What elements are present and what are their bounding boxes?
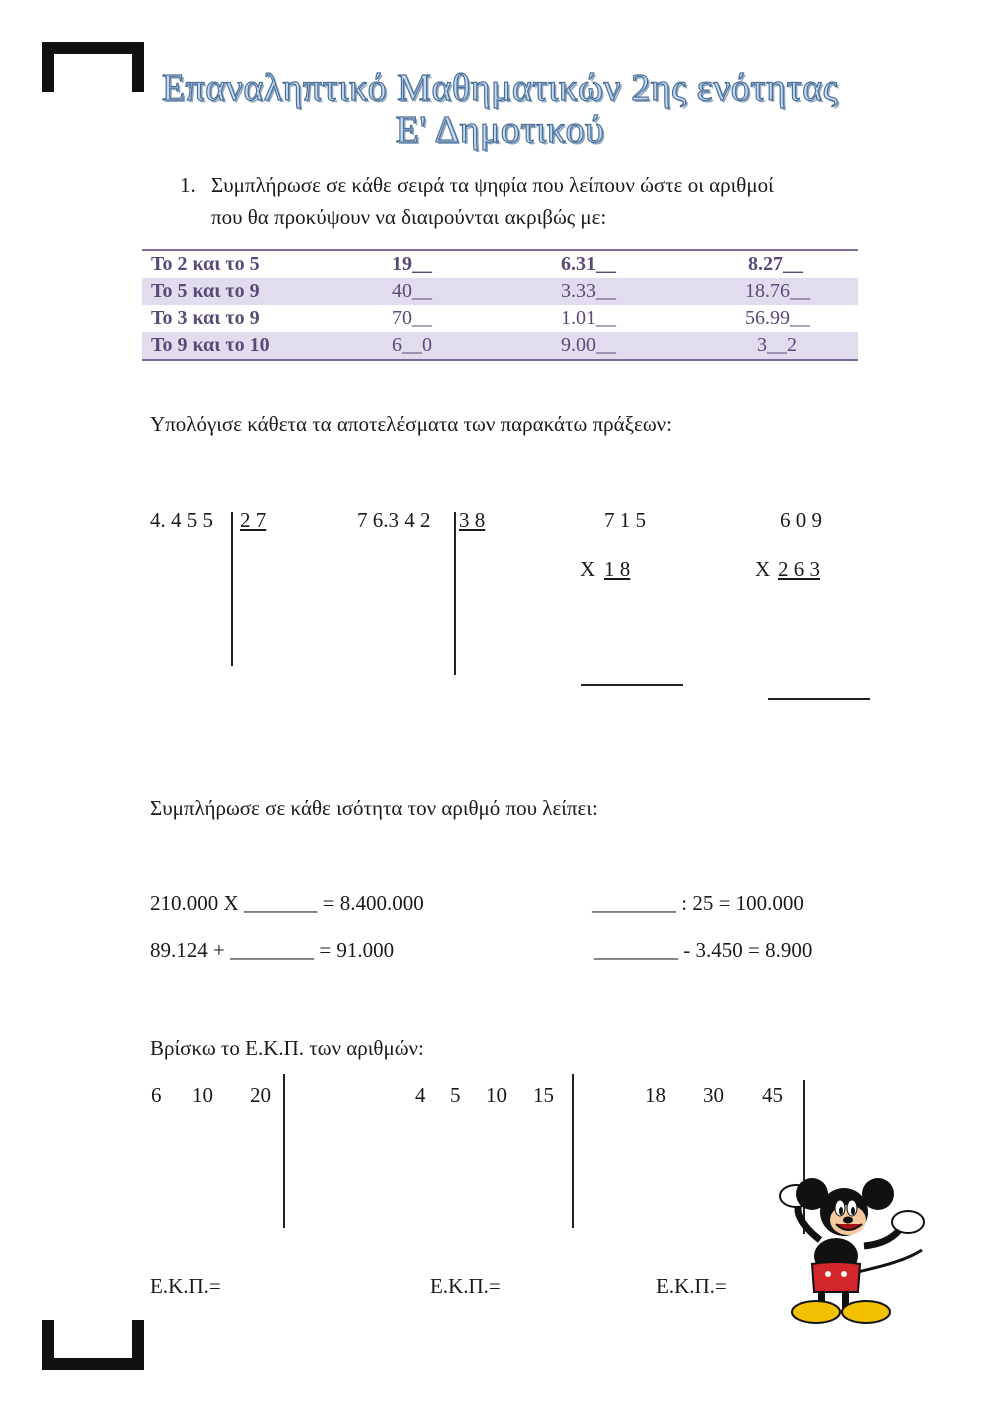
cell-b: 1.01__ bbox=[561, 307, 616, 329]
division1-vertical-line bbox=[231, 512, 233, 666]
multiplication1-x: Χ bbox=[580, 557, 596, 581]
task1-number: 1. bbox=[180, 173, 196, 197]
lcm1-vertical-line bbox=[283, 1074, 285, 1228]
task1-instruction-line2: που θα προκύψουν να διαιρούνται ακριβώς με: bbox=[211, 205, 607, 229]
cartoon-mouse-illustration bbox=[772, 1168, 932, 1330]
cell-a: 70__ bbox=[392, 307, 432, 329]
lcm2-result-label: Ε.Κ.Π.= bbox=[430, 1274, 501, 1298]
cell-c: 3__2 bbox=[736, 332, 858, 360]
corner-bottom-left-bar bbox=[42, 1358, 144, 1370]
task3-heading: Συμπλήρωσε σε κάθε ισότητα τον αριθμό που λείπει: bbox=[150, 796, 598, 820]
cell-c: 18.76__ bbox=[736, 278, 858, 305]
cell-c: 8.27__ bbox=[736, 250, 858, 278]
table-row bbox=[142, 278, 858, 305]
lcm1-number: 20 bbox=[250, 1083, 271, 1107]
cell-a: 40__ bbox=[377, 278, 552, 305]
task4-heading: Βρίσκω το Ε.Κ.Π. των αριθμών: bbox=[150, 1036, 424, 1060]
lcm1-number: 10 bbox=[192, 1083, 213, 1107]
row-label: Το 2 και το 5 bbox=[142, 250, 377, 278]
corner-bottom-right-leg bbox=[132, 1320, 144, 1370]
division1-dividend: 4. 4 5 5 bbox=[150, 508, 213, 532]
multiplication2-result-line bbox=[768, 698, 870, 700]
page-title-line1: Επαναληπτικό Μαθηματικών 2ης ενότητας bbox=[161, 67, 839, 109]
division2-vertical-line bbox=[454, 512, 456, 675]
lcm1-result-label: Ε.Κ.Π.= bbox=[150, 1274, 221, 1298]
equation-4: ________ - 3.450 = 8.900 bbox=[594, 938, 813, 962]
lcm3-number: 30 bbox=[703, 1083, 724, 1107]
row-label: Το 5 και το 9 bbox=[142, 278, 377, 305]
lcm3-number: 18 bbox=[645, 1083, 666, 1107]
cell-b: 3.33__ bbox=[552, 278, 736, 305]
cell-a: 6__0 bbox=[377, 332, 552, 360]
lcm2-vertical-line bbox=[572, 1074, 574, 1228]
cell-b: 6.31__ bbox=[552, 250, 736, 278]
cell-b: 9.00__ bbox=[552, 332, 736, 360]
multiplication2-x: Χ bbox=[755, 557, 771, 581]
lcm2-number: 4 bbox=[415, 1083, 426, 1107]
equation-3: 89.124 + ________ = 91.000 bbox=[150, 938, 395, 962]
division2-divisor: 3 8 bbox=[459, 508, 486, 532]
equation-1: 210.000 Χ _______ = 8.400.000 bbox=[150, 891, 424, 915]
cell-c: 56.99__ bbox=[745, 307, 810, 329]
lcm3-result-label: Ε.Κ.Π.= bbox=[656, 1274, 727, 1298]
cell-a: 19__ bbox=[377, 250, 552, 278]
task2-heading: Υπολόγισε κάθετα τα αποτελέσματα των παρακάτω πράξεων: bbox=[150, 412, 672, 436]
page-title-line2: Ε' Δημοτικού bbox=[395, 109, 605, 151]
divisibility-table bbox=[142, 249, 858, 361]
table-row bbox=[142, 332, 858, 360]
multiplication1-bottom: 1 8 bbox=[604, 557, 631, 581]
equation-2: ________ : 25 = 100.000 bbox=[592, 891, 804, 915]
lcm3-number: 45 bbox=[762, 1083, 783, 1107]
lcm2-number: 15 bbox=[533, 1083, 554, 1107]
row-label: Το 3 και το 9 bbox=[151, 307, 260, 329]
lcm2-number: 10 bbox=[486, 1083, 507, 1107]
division2-dividend: 7 6.3 4 2 bbox=[357, 508, 431, 532]
multiplication1-result-line bbox=[581, 684, 683, 686]
lcm1-number: 6 bbox=[151, 1083, 162, 1107]
multiplication1-top: 7 1 5 bbox=[604, 508, 646, 532]
lcm2-number: 5 bbox=[450, 1083, 461, 1107]
task1-instruction-line1: Συμπλήρωσε σε κάθε σειρά τα ψηφία που λείπουν ώστε οι αριθμοί bbox=[211, 173, 774, 197]
table-row bbox=[142, 250, 858, 278]
multiplication2-top: 6 0 9 bbox=[780, 508, 822, 532]
division1-divisor: 2 7 bbox=[240, 508, 267, 532]
corner-top-left-bar bbox=[42, 42, 144, 54]
row-label: Το 9 και το 10 bbox=[142, 332, 377, 360]
multiplication2-bottom: 2 6 3 bbox=[778, 557, 820, 581]
corner-bottom-left-leg bbox=[42, 1320, 54, 1370]
table-row bbox=[142, 305, 858, 332]
